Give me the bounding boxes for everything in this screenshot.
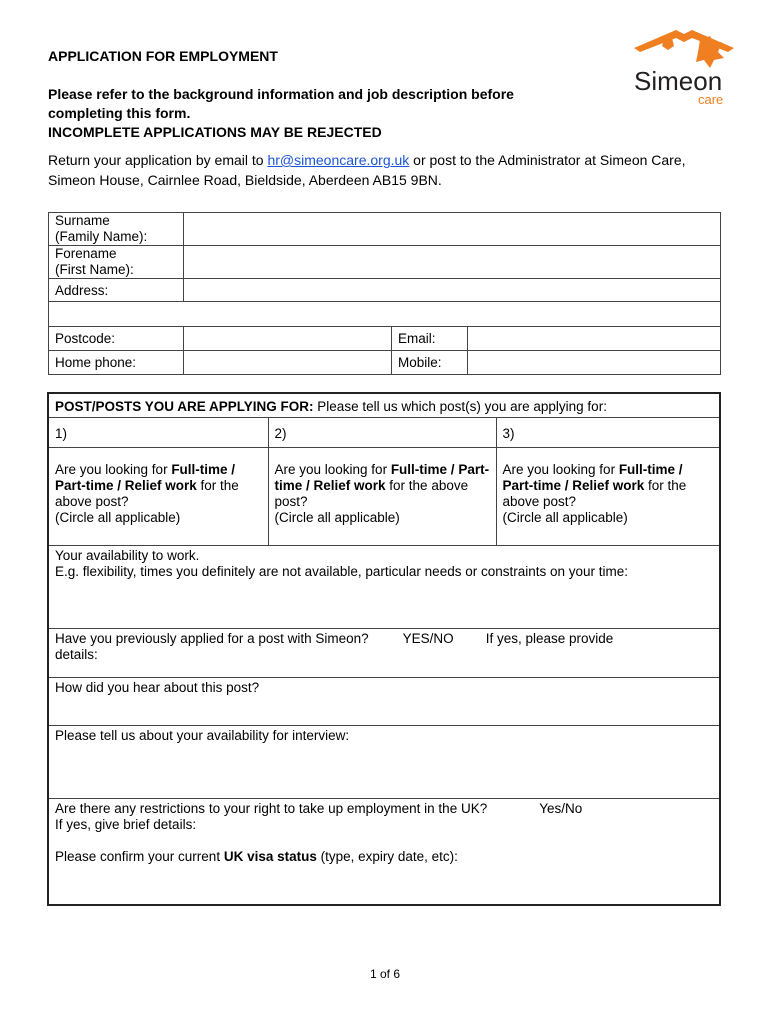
postcode-label: Postcode: <box>49 327 184 351</box>
work-type-3[interactable]: Are you looking for Full-time / Part-time / Relief work for the above post? (Circle all applicable) <box>496 447 720 545</box>
home-phone-label: Home phone: <box>49 351 184 375</box>
restrictions-field[interactable]: Are there any restrictions to your right to take up employment in the UK? Yes/No If yes, give brief details: Please confirm your current UK visa status (type, expiry date, etc): <box>48 798 720 905</box>
personal-details-table <box>48 212 721 375</box>
interview-field[interactable]: Please tell us about your availability for interview: <box>48 725 720 798</box>
forename-label: Forename (First Name): <box>49 246 184 279</box>
email-link[interactable]: hr@simeoncare.org.uk <box>267 152 410 168</box>
restrictions-row <box>48 798 720 905</box>
simeon-care-logo <box>628 26 740 108</box>
address-label: Address: <box>49 279 184 302</box>
work-type-1[interactable]: Are you looking for Full-time / Part-time / Relief work for the above post? (Circle all applicable) <box>48 447 268 545</box>
address-row-2 <box>49 302 721 327</box>
email-field[interactable] <box>468 327 721 351</box>
return-suffix: or post to the Administrator at Simeon Care, Simeon House, Cairnlee Road, Bieldside, Aberdeen AB15 9BN. <box>48 152 686 188</box>
page-number: 1 of 6 <box>369 967 401 981</box>
logo-name: Simeon <box>634 66 723 96</box>
return-instructions <box>48 150 728 190</box>
instructions <box>48 85 608 142</box>
hear-field[interactable]: How did you hear about this post? <box>48 677 720 725</box>
incomplete-warning: INCOMPLETE APPLICATIONS MAY BE REJECTED <box>48 124 382 140</box>
form-title: APPLICATION FOR EMPLOYMENT <box>48 48 278 64</box>
return-prefix: Return your application by email to <box>48 152 268 168</box>
forename-row <box>49 246 721 279</box>
surname-field[interactable] <box>184 213 721 246</box>
phone-row <box>49 351 721 375</box>
work-type-2[interactable]: Are you looking for Full-time / Part-time / Relief work for the above post? (Circle all applicable) <box>268 447 496 545</box>
address-field-2[interactable] <box>49 302 721 327</box>
availability-row <box>48 545 720 628</box>
postcode-row <box>49 327 721 351</box>
instruction-line: Please refer to the background information and job description before <box>48 86 514 102</box>
post-2-field[interactable]: 2) <box>268 417 496 447</box>
email-label: Email: <box>392 327 468 351</box>
posts-heading: POST/POSTS YOU ARE APPLYING FOR: Please tell us which post(s) you are applying for: <box>48 393 720 417</box>
hear-row <box>48 677 720 725</box>
previous-application-field[interactable]: Have you previously applied for a post with Simeon? YES/NO If yes, please provide details: <box>48 628 720 677</box>
work-type-row <box>48 447 720 545</box>
forename-field[interactable] <box>184 246 721 279</box>
address-field[interactable] <box>184 279 721 302</box>
leaf-icon <box>696 36 724 68</box>
previous-application-row <box>48 628 720 677</box>
surname-row <box>49 213 721 246</box>
post-1-field[interactable]: 1) <box>48 417 268 447</box>
home-phone-field[interactable] <box>184 351 392 375</box>
mobile-field[interactable] <box>468 351 721 375</box>
availability-field[interactable]: Your availability to work. E.g. flexibility, times you definitely are not available, particular needs or constraints on your time: <box>48 545 720 628</box>
address-row <box>49 279 721 302</box>
logo-sub: care <box>698 92 724 107</box>
interview-row <box>48 725 720 798</box>
surname-label: Surname (Family Name): <box>49 213 184 246</box>
post-3-field[interactable]: 3) <box>496 417 720 447</box>
mobile-label: Mobile: <box>392 351 468 375</box>
instruction-line: completing this form. <box>48 105 191 121</box>
postcode-field[interactable] <box>184 327 392 351</box>
posts-heading-row <box>48 393 720 417</box>
posts-table <box>47 392 721 906</box>
posts-number-row <box>48 417 720 447</box>
